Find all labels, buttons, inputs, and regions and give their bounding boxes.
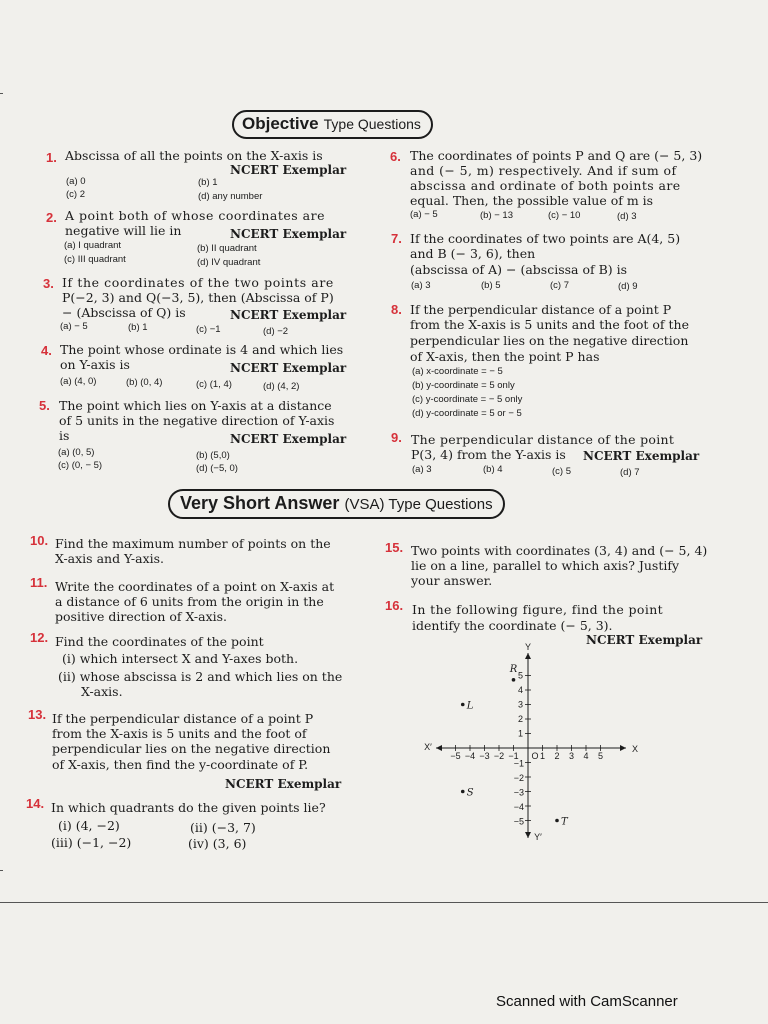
q5-line-1: The point which lies on Y-axis at a distance <box>59 398 332 413</box>
q10-line-2: X-axis and Y-axis. <box>55 551 165 566</box>
q9-line-2: P(3, 4) from the Y-axis is <box>411 447 566 462</box>
q1-number: 1. <box>46 150 57 165</box>
q10-number: 10. <box>30 533 49 548</box>
q8-option-c: (c) y-coordinate = − 5 only <box>412 394 523 405</box>
q2-line-2: negative will lie in <box>65 223 182 238</box>
q6-line-2: and (− 5, m) respectively. And if sum of <box>410 163 677 178</box>
q2-number: 2. <box>46 210 57 225</box>
x-tick-label: 1 <box>539 751 546 761</box>
q9-option-b: (b) 4 <box>483 464 503 475</box>
q12-number: 12. <box>30 630 49 645</box>
q12-sub-ii: (ii) whose abscissa is 2 and which lies on the <box>58 669 343 684</box>
q14-sub-iv: (iv) (3, 6) <box>188 836 247 851</box>
q9-number: 9. <box>391 430 402 445</box>
x-tick-label: −5 <box>450 751 461 761</box>
point-dot-r <box>512 678 516 682</box>
q2-exemplar-tag: NCERT Exemplar <box>230 227 347 241</box>
q11-line-2: a distance of 6 units from the origin in the <box>55 594 324 609</box>
q7-option-b: (b) 5 <box>481 280 501 291</box>
q12-sub-i: (i) which intersect X and Y-axes both. <box>62 651 299 666</box>
q14-line-1: In which quadrants do the given points lie? <box>51 800 326 815</box>
q16-line-1: In the following figure, find the point <box>412 602 664 617</box>
q3-option-b: (b) 1 <box>128 322 148 333</box>
q6-number: 6. <box>390 149 401 164</box>
q7-line-3: (abscissa of A) − (abscissa of B) is <box>410 262 628 277</box>
q8-number: 8. <box>391 302 402 317</box>
q7-option-d: (d) 9 <box>618 281 638 292</box>
x-tick-label: 2 <box>554 751 560 761</box>
q5-option-c: (c) (0, − 5) <box>58 460 103 471</box>
q6-option-b: (b) − 13 <box>480 210 514 221</box>
q1-exemplar-tag: NCERT Exemplar <box>230 163 347 177</box>
q16-number: 16. <box>385 598 404 613</box>
q3-exemplar-tag: NCERT Exemplar <box>230 308 347 322</box>
q15-line-3: your answer. <box>411 573 493 588</box>
q10-line-1: Find the maximum number of points on the <box>55 536 331 551</box>
page-bottom-edge <box>0 902 768 903</box>
q5-option-a: (a) (0, 5) <box>58 447 95 458</box>
q4-exemplar-tag: NCERT Exemplar <box>230 361 347 375</box>
q1-line-1: Abscissa of all the points on the X-axis is <box>65 148 323 163</box>
q3-line-1: If the coordinates of the two points are <box>62 275 334 290</box>
vsa-header <box>168 489 505 519</box>
origin-label: O <box>531 751 539 761</box>
q9-line-1: The perpendicular distance of the point <box>411 432 675 447</box>
q14-number: 14. <box>26 796 45 811</box>
q15-number: 15. <box>385 540 404 555</box>
q6-option-c: (c) − 10 <box>548 210 581 221</box>
q11-line-3: positive direction of X-axis. <box>55 609 228 624</box>
q7-option-c: (c) 7 <box>550 280 569 291</box>
q2-option-a: (a) I quadrant <box>64 240 122 251</box>
q8-line-4: of X-axis, then the point P has <box>410 349 600 364</box>
q8-option-b: (b) y-coordinate = 5 only <box>412 380 515 391</box>
q11-number: 11. <box>30 575 48 590</box>
q5-exemplar-tag: NCERT Exemplar <box>230 432 347 446</box>
q6-line-4: equal. Then, the possible value of m is <box>410 193 654 208</box>
q14-sub-i: (i) (4, −2) <box>58 818 120 833</box>
objective-header <box>232 110 433 139</box>
point-dot-l <box>461 703 465 707</box>
q2-option-d: (d) IV quadrant <box>197 257 261 268</box>
q4-number: 4. <box>41 343 52 358</box>
q2-line-1: A point both of whose coordinates are <box>65 208 325 223</box>
q1-option-d: (d) any number <box>198 191 263 202</box>
y-tick-label: 5 <box>517 670 523 681</box>
q4-option-c: (c) (1, 4) <box>196 379 232 390</box>
vsa-header-bold: Very Short Answer <box>180 493 340 513</box>
x-tick-label: −3 <box>479 751 490 761</box>
y-tick-label: −3 <box>513 787 524 798</box>
q9-option-d: (d) 7 <box>620 467 640 478</box>
q12-line-1: Find the coordinates of the point <box>55 634 264 649</box>
q1-option-a: (a) 0 <box>66 176 86 187</box>
point-label-t: T <box>561 816 568 828</box>
point-label-l: L <box>466 700 474 712</box>
x-tick-label: −4 <box>464 751 476 761</box>
axis-label-x: X <box>631 744 639 754</box>
q6-line-3: abscissa and ordinate of both points are <box>410 178 681 193</box>
y-tick-label: 4 <box>517 685 523 695</box>
y-tick-label: −5 <box>513 816 524 827</box>
q2-option-c: (c) III quadrant <box>64 254 126 265</box>
q14-sub-iii: (iii) (−1, −2) <box>51 835 132 850</box>
q13-number: 13. <box>28 707 47 722</box>
camscanner-watermark: Scanned with CamScanner <box>496 993 678 1010</box>
left-margin-tick <box>0 93 3 94</box>
figure-axes <box>424 642 638 842</box>
y-tick-label: 1 <box>517 728 523 739</box>
q2-option-b: (b) II quadrant <box>197 243 257 254</box>
q6-option-a: (a) − 5 <box>410 209 438 220</box>
y-arrow-icon <box>525 653 531 659</box>
axis-label-y: Y <box>524 642 532 652</box>
x-tick-label: 4 <box>583 751 589 761</box>
q3-number: 3. <box>43 276 54 291</box>
q8-option-a: (a) x-coordinate = − 5 <box>412 366 503 377</box>
q8-line-2: from the X-axis is 5 units and the foot of the <box>410 317 689 332</box>
x-tick-label: −1 <box>508 751 519 761</box>
q7-option-a: (a) 3 <box>411 280 431 291</box>
x-arrow-icon <box>620 745 626 751</box>
q9-option-a: (a) 3 <box>412 464 432 475</box>
q15-line-2: lie on a line, parallel to which axis? Justify <box>411 558 680 573</box>
q13-line-4: of X-axis, then find the y-coordinate of P. <box>52 757 309 772</box>
point-label-s: S <box>466 787 474 799</box>
q5-option-b: (b) (5,0) <box>196 450 230 461</box>
q4-option-a: (a) (4, 0) <box>60 376 97 387</box>
q7-number: 7. <box>391 231 402 246</box>
q7-line-1: If the coordinates of two points are A(4, 5) <box>410 231 681 246</box>
q14-sub-ii: (ii) (−3, 7) <box>190 820 256 835</box>
vsa-header-rest: (VSA) Type Questions <box>344 496 493 513</box>
x-tick-label: −2 <box>493 751 505 761</box>
x-tick-label: 5 <box>597 751 604 761</box>
q13-line-1: If the perpendicular distance of a point P <box>52 711 314 726</box>
q11-line-1: Write the coordinates of a point on X-axis at <box>55 579 335 594</box>
q3-option-d: (d) −2 <box>263 326 289 337</box>
q3-option-c: (c) −1 <box>196 324 221 335</box>
q15-line-1: Two points with coordinates (3, 4) and (− 5, 4) <box>411 543 708 558</box>
q13-line-3: perpendicular lies on the negative direction <box>52 741 331 756</box>
q6-option-d: (d) 3 <box>617 211 637 222</box>
q13-line-2: from the X-axis is 5 units and the foot of <box>52 726 307 741</box>
q12-sub-ii-cont: X-axis. <box>81 684 123 699</box>
q9-option-c: (c) 5 <box>552 466 571 477</box>
q13-exemplar-tag: NCERT Exemplar <box>225 777 342 791</box>
point-dot-t <box>555 819 559 823</box>
point-dot-s <box>461 790 465 794</box>
q3-line-2: P(−2, 3) and Q(−3, 5), then (Abscissa of P) <box>62 290 334 305</box>
q5-line-2: of 5 units in the negative direction of Y-axis <box>59 413 335 428</box>
y-neg-arrow-icon <box>525 832 531 838</box>
x-neg-arrow-icon <box>436 745 442 751</box>
objective-header-bold: Objective <box>242 114 319 133</box>
q5-number: 5. <box>39 398 50 413</box>
q1-option-b: (b) 1 <box>198 177 218 188</box>
q1-option-c: (c) 2 <box>66 189 85 200</box>
y-tick-label: 3 <box>517 699 523 710</box>
axis-label-y-neg: Y′ <box>534 832 542 842</box>
q4-line-1: The point whose ordinate is 4 and which lies <box>60 342 344 357</box>
q8-line-3: perpendicular lies on the negative direction <box>410 333 689 348</box>
coordinate-figure <box>415 642 639 845</box>
q16-exemplar-tag: NCERT Exemplar <box>586 633 703 647</box>
q9-exemplar-tag: NCERT Exemplar <box>583 449 700 463</box>
y-tick-label: −4 <box>513 802 524 812</box>
q4-option-d: (d) (4, 2) <box>263 381 300 392</box>
q4-line-2: on Y-axis is <box>60 357 130 372</box>
y-tick-label: −1 <box>513 758 524 769</box>
q3-line-3: − (Abscissa of Q) is <box>62 305 186 320</box>
y-tick-label: −2 <box>513 773 524 783</box>
axis-label-x-neg: X′ <box>424 742 432 752</box>
x-tick-label: 3 <box>568 751 575 761</box>
q5-line-3: is <box>59 428 70 443</box>
q5-option-d: (d) (−5, 0) <box>196 463 238 474</box>
objective-header-rest: Type Questions <box>323 116 421 132</box>
q6-line-1: The coordinates of points P and Q are (− 5, 3) <box>410 148 703 163</box>
q7-line-2: and B (− 3, 6), then <box>410 246 536 261</box>
q8-option-d: (d) y-coordinate = 5 or − 5 <box>412 408 522 419</box>
left-margin-tick-bottom <box>0 870 3 871</box>
q4-option-b: (b) (0, 4) <box>126 377 163 388</box>
point-label-r: R <box>509 663 518 675</box>
y-tick-label: 2 <box>517 714 523 724</box>
q8-line-1: If the perpendicular distance of a point P <box>410 302 672 317</box>
q16-line-2: identify the coordinate (− 5, 3). <box>412 618 613 633</box>
q3-option-a: (a) − 5 <box>60 321 88 332</box>
